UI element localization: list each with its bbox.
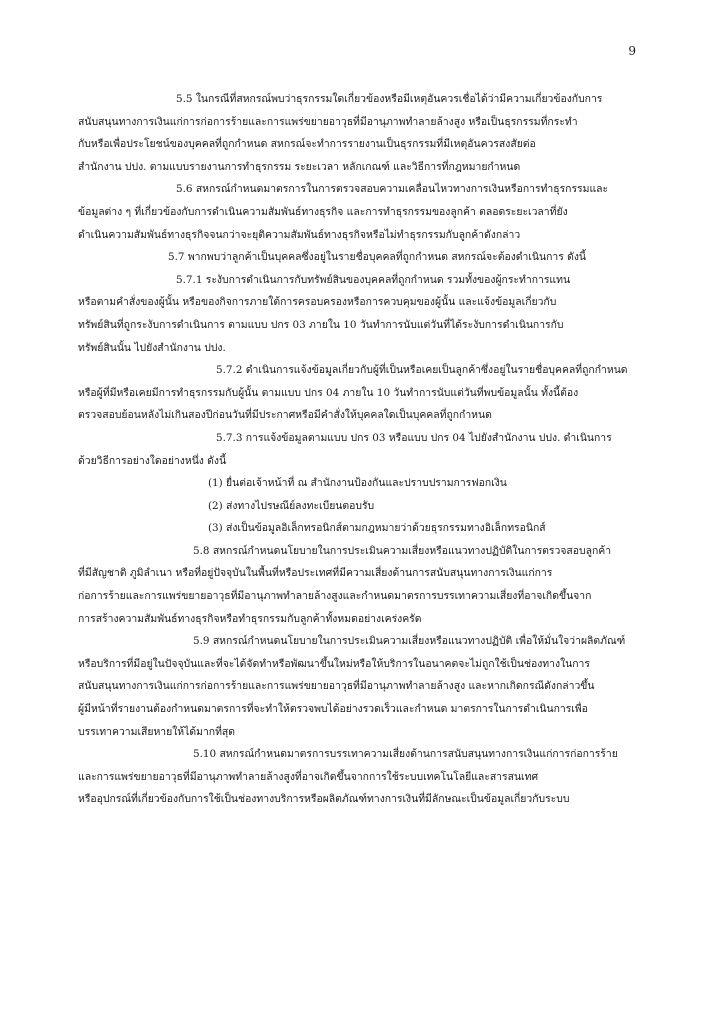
submission-methods-list bbox=[78, 472, 650, 540]
text-line: กับหรือเพื่อประโยชน์ของบุคคลที่ถูกกำหนด สหกรณ์จะทำการรายงานเป็นธุรกรรมที่มีเหตุอันควรสงสัยต่อ bbox=[78, 138, 536, 151]
text-line: ข้อมูลต่าง ๆ ที่เกี่ยวข้องกับการดำเนินความสัมพันธ์ทางธุรกิจ และการทำธุรกรรมของลูกค้า ตลอดระยะเวลาที่ยัง bbox=[78, 205, 568, 218]
text-line: 5.8 สหกรณ์กำหนดนโยบายในการประเมินความเสี่ยงหรือแนวทางปฏิบัติในการตรวจสอบลูกค้า bbox=[193, 544, 612, 557]
text-line: บรรเทาความเสียหายให้ได้มากที่สุด bbox=[78, 725, 236, 738]
text-line: สนับสนุนทางการเงินแก่การก่อการร้ายและการแพร่ขยายอาวุธที่มีอานุภาพทำลายล้างสูง และหากเกิดกรณีดังกล่าวขึ้น bbox=[78, 680, 595, 693]
text-line: 5.10 สหกรณ์กำหนดมาตรการบรรเทาความเสี่ยงด้านการสนับสนุนทางการเงินแก่การก่อการร้าย bbox=[193, 748, 618, 761]
text-line: สนับสนุนทางการเงินแก่การก่อการร้ายและการแพร่ขยายอาวุธที่มีอานุภาพทำลายล้างสูง หรือเป็นธุรกรรมที่กระทำ bbox=[78, 115, 578, 128]
paragraph-5-7-2 bbox=[78, 359, 650, 427]
text-line: หรือบริการที่มีอยู่ในปัจจุบันและที่จะได้จัดทำหรือพัฒนาขึ้นใหม่หรือให้บริการในอนาคตจะไม่ถูกใช้เป็นช่องทางในการ bbox=[78, 657, 590, 670]
text-line: ด้วยวิธีการอย่างใดอย่างหนึ่ง ดังนี้ bbox=[78, 454, 227, 467]
list-item: (3) ส่งเป็นข้อมูลอิเล็กทรอนิกส์ตามกฎหมายว่าด้วยธุรกรรมทางอิเล็กทรอนิกส์ bbox=[208, 522, 546, 535]
paragraph-5-7-3 bbox=[78, 427, 650, 472]
text-line: และการแพร่ขยายอาวุธที่มีอานุภาพทำลายล้างสูงที่อาจเกิดขึ้นจากการใช้ระบบเทคโนโลยีและสารสนเทศ bbox=[78, 770, 539, 783]
text-line: ทรัพย์สินนั้น ไปยังสำนักงาน ปปง. bbox=[78, 341, 226, 354]
text-line: 5.7.1 ระงับการดำเนินการกับทรัพย์สินของบุคคลที่ถูกกำหนด รวมทั้งของผู้กระทำการแทน bbox=[176, 273, 571, 286]
paragraph-5-7 bbox=[78, 246, 650, 269]
paragraph-5-6 bbox=[78, 178, 650, 246]
text-line: การสร้างความสัมพันธ์ทางธุรกิจหรือทำธุรกรรมกับลูกค้าทั้งหมดอย่างเคร่งครัด bbox=[78, 612, 422, 625]
text-line: 5.5 ในกรณีที่สหกรณ์พบว่าธุรกรรมใดเกี่ยวข้องหรือมีเหตุอันควรเชื่อได้ว่ามีความเกี่ยวข้องกับการ bbox=[176, 93, 603, 105]
text-line: 5.7 พากพบว่าลูกค้าเป็นบุคคลซึ่งอยู่ในรายชื่อบุคคลที่ถูกกำหนด สหกรณ์จะต้องดำเนินการ ดังนี้ bbox=[168, 251, 587, 264]
paragraph-5-9 bbox=[78, 630, 650, 743]
text-line: ตรวจสอบย้อนหลังไม่เกินสองปีก่อนวันที่มีประกาศหรือมีคำสั่งให้บุคคลใดเป็นบุคคลที่ถูกกำหนด bbox=[78, 409, 492, 422]
list-item: (1) ยื่นต่อเจ้าหน้าที่ ณ สำนักงานป้องกันและปราบปรามการฟอกเงิน bbox=[208, 477, 507, 490]
text-line: 5.7.2 ดำเนินการแจ้งข้อมูลเกี่ยวกับผู้ที่เป็นหรือเคยเป็นลูกค้าซึ่งอยู่ในรายชื่อบุคคลที่ถูกกำหนด bbox=[216, 364, 628, 377]
text-line: 5.6 สหกรณ์กำหนดมาตรการในการตรวจสอบความเคลื่อนไหวทางการเงินหรือการทำธุรกรรมและ bbox=[176, 183, 609, 196]
document-body bbox=[78, 88, 650, 811]
paragraph-5-10 bbox=[78, 743, 650, 811]
text-line: ที่มีสัญชาติ ภูมิลำเนา หรือที่อยู่ปัจจุบันในพื้นที่หรือประเทศที่มีความเสี่ยงด้านการสนับสนุนทางการเงินแก่การ bbox=[78, 567, 553, 580]
text-line: สำนักงาน ปปง. ตามแบบรายงานการทำธุรกรรม ระยะเวลา หลักเกณฑ์ และวิธีการที่กฎหมายกำหนด bbox=[78, 160, 521, 173]
paragraph-5-5 bbox=[78, 88, 650, 178]
text-line: ทรัพย์สินที่ถูกระงับการดำเนินการ ตามแบบ ปกร 03 ภายใน 10 วันทำการนับแต่วันที่ได้ระงับการดำเนินการกับ bbox=[78, 318, 564, 331]
paragraph-5-7-1 bbox=[78, 269, 650, 359]
text-line: หรืออุปกรณ์ที่เกี่ยวข้องกับการใช้เป็นช่องทางบริการหรือผลิตภัณฑ์ทางการเงินที่มีลักษณะเป็นข้อมูลเกี่ยวกับระบบ bbox=[78, 793, 570, 806]
text-line: ผู้มีหน้าที่รายงานต้องกำหนดมาตรการที่จะทำให้ตรวจพบได้อย่างรวดเร็วและกำหนด มาตรการในการดำเนินการเพื่อ bbox=[78, 703, 588, 716]
list-item: (2) ส่งทางไปรษณีย์ลงทะเบียนตอบรับ bbox=[208, 499, 375, 512]
text-line: 5.7.3 การแจ้งข้อมูลตามแบบ ปกร 03 หรือแบบ ปกร 04 ไปยังสำนักงาน ปปง. ดำเนินการ bbox=[216, 431, 612, 444]
page-number: 9 bbox=[628, 44, 636, 58]
text-line: ก่อการร้ายและการแพร่ขยายอาวุธที่มีอานุภาพทำลายล้างสูงและกำหนดมาตรการบรรเทาความเสี่ยงที่อาจเกิดขึ้นจาก bbox=[78, 590, 592, 603]
text-line: หรือผู้ที่มีหรือเคยมีการทำธุรกรรมกับผู้นั้น ตามแบบ ปกร 04 ภายใน 10 วันทำการนับแต่วันที่พบข้อมูลนั้น ทั้งนี้ต้อง bbox=[78, 386, 579, 399]
text-line: 5.9 สหกรณ์กำหนดนโยบายในการประเมินความเสี่ยงหรือแนวทางปฏิบัติ เพื่อให้มั่นใจว่าผลิตภัณฑ์ bbox=[193, 635, 626, 648]
text-line: หรือตามคำสั่งของผู้นั้น หรือของกิจการภายใต้การครอบครองหรือการควบคุมของผู้นั้น และแจ้งข้อมูลเกี่ยวกับ bbox=[78, 296, 557, 309]
paragraph-5-8 bbox=[78, 540, 650, 630]
text-line: ดำเนินความสัมพันธ์ทางธุรกิจจนกว่าจะยุติความสัมพันธ์ทางธุรกิจหรือไม่ทำธุรกรรมกับลูกค้าดังกล่าว bbox=[78, 228, 521, 241]
